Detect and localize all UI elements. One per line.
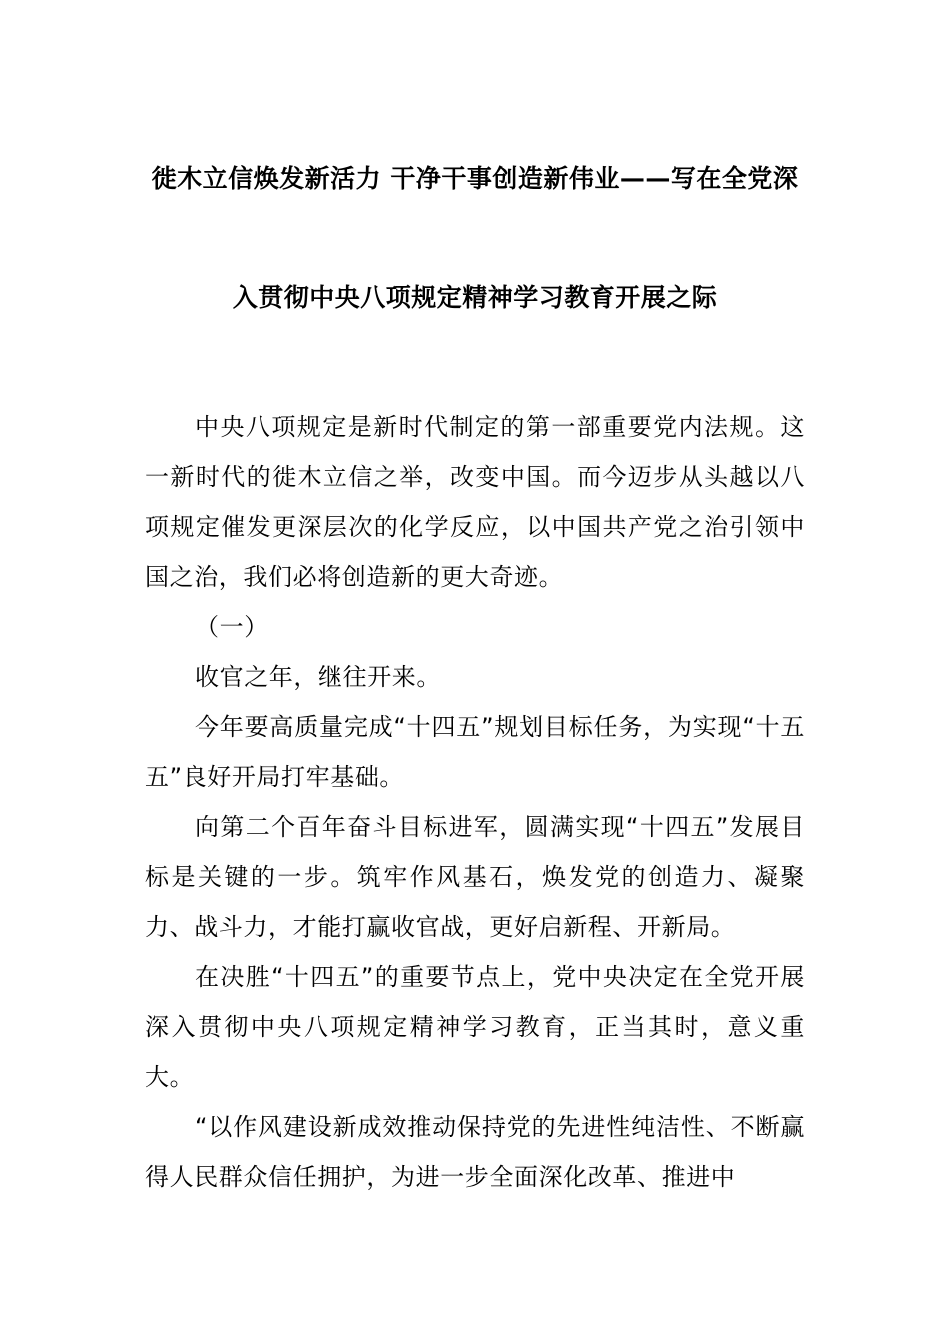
body-paragraph: “以作风建设新成效推动保持党的先进性纯洁性、不断赢得人民群众信任拥护，为进一步全面深化改革、推进中 <box>145 1113 805 1191</box>
body-paragraph: 中央八项规定是新时代制定的第一部重要党内法规。这一新时代的徙木立信之举，改变中国。而今迈步从头越以八项规定催发更深层次的化学反应，以中国共产党之治引领中国之治，我们必将创造新的更大奇迹。 <box>145 413 805 591</box>
document-title-line-2: 入贯彻中央八项规定精神学习教育开展之际 <box>232 283 718 312</box>
body-paragraph: 向第二个百年奋斗目标进军，圆满实现“十四五”发展目标是关键的一步。筑牢作风基石，焕发党的创造力、凝聚力、战斗力，才能打赢收官战，更好启新程、开新局。 <box>145 813 805 941</box>
section-heading: （一） <box>195 613 269 641</box>
body-paragraph: 收官之年，继往开来。 <box>195 663 441 691</box>
document-title-line-1: 徙木立信焕发新活力 干净干事创造新伟业——写在全党深 <box>151 164 799 193</box>
body-paragraph: 今年要高质量完成“十四五”规划目标任务，为实现“十五五”良好开局打牢基础。 <box>145 713 805 791</box>
body-paragraph: 在决胜“十四五”的重要节点上，党中央决定在全党开展深入贯彻中央八项规定精神学习教育，正当其时，意义重大。 <box>145 963 805 1091</box>
document-body <box>145 402 805 1202</box>
